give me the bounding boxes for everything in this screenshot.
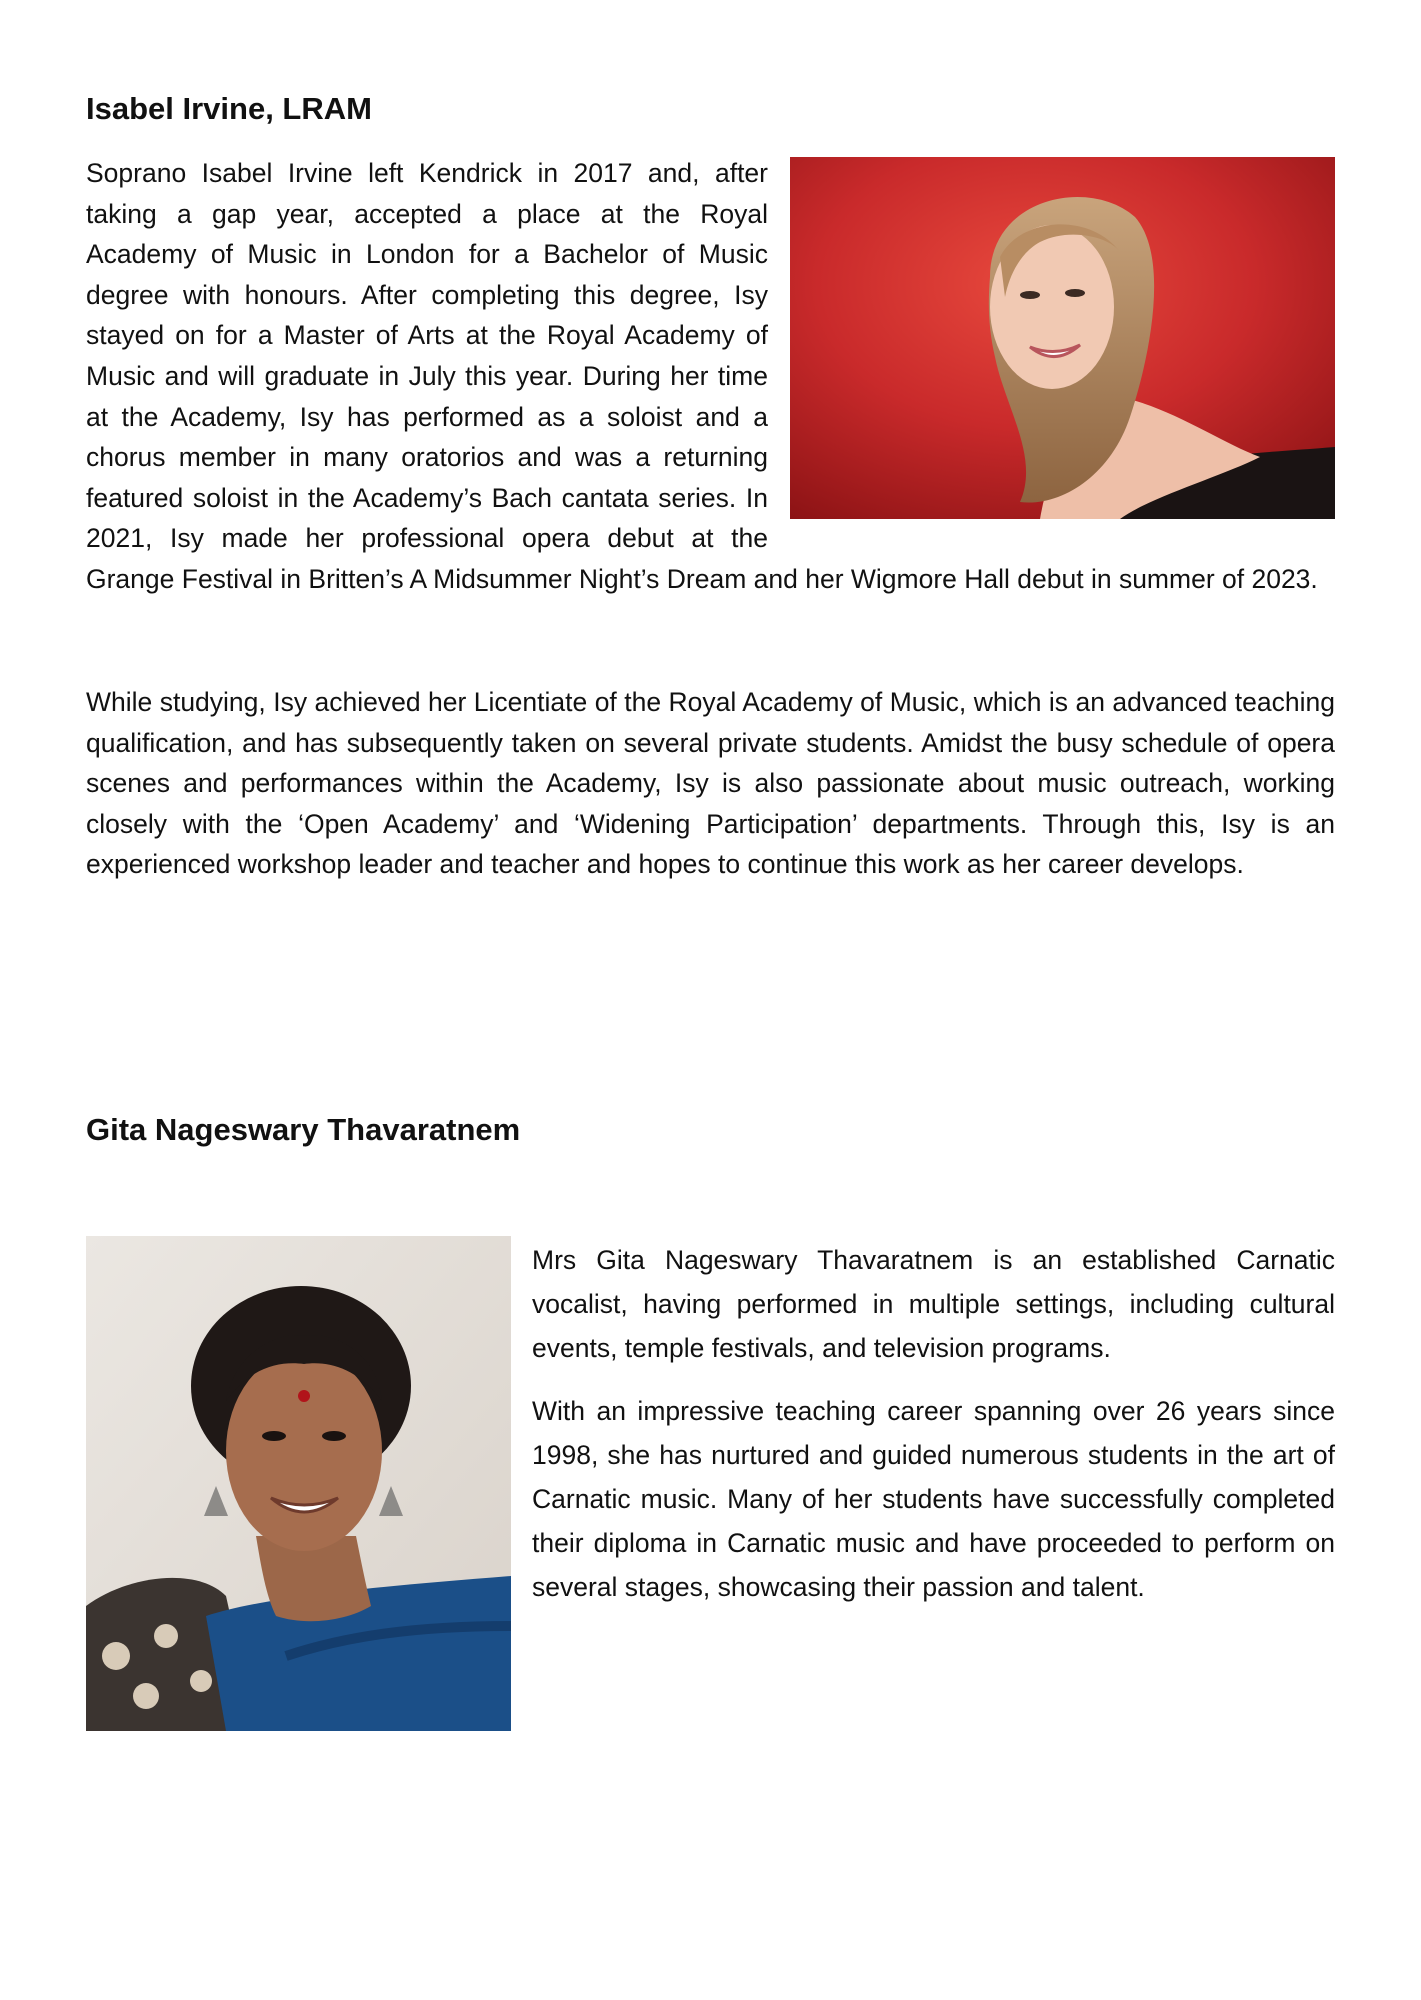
section-heading-isabel: Isabel Irvine, LRAM — [86, 91, 372, 126]
portrait-photo-icon — [86, 1236, 511, 1731]
bio-gita-text-column — [532, 1238, 1335, 1609]
portrait-gita-drawing — [86, 1236, 511, 1731]
bio-isabel-paragraph-1: Soprano Isabel Irvine left Kendrick in 2017 and, after taking a gap year, accepted a place at the Royal Academy of Music in London for a Bachelor of Music degree with honours. After completing this degree, Isy stayed on for a Master of Arts at the Royal Academy of Music and will graduate in July this year. During her time at the Academy, Isy has performed as a soloist and a chorus member in many oratorios and was a returning featured soloist in the Academy’s Bach cantata series. In 2021, Isy made her professional opera debut at the Grange Festival in Britten’s A Midsummer Night’s Dream and her Wigmore Hall debut in summer of 2023. — [86, 158, 1318, 594]
portrait-photo-icon — [790, 157, 1335, 519]
bio-isabel-paragraph-2-block — [86, 682, 1335, 885]
bio-isabel-paragraph-2: While studying, Isy achieved her Licentiate of the Royal Academy of Music, which is an advanced teaching qualification, and has subsequently taken on several private students. Amidst the busy schedule of opera scenes and performances within the Academy, Isy is also passionate about music outreach, working closely with the ‘Open Academy’ and ‘Widening Participation’ departments. Through this, Isy is an experienced workshop leader and teacher and hopes to continue this work as her career develops. — [86, 687, 1335, 880]
portrait-isabel-drawing — [790, 157, 1335, 519]
bio-isabel-paragraph-block — [86, 153, 1335, 600]
bio-gita-paragraph-1: Mrs Gita Nageswary Thavaratnem is an established Carnatic vocalist, having performed in multiple settings, including cultural events, temple festivals, and television programs. — [532, 1245, 1335, 1363]
section-heading-gita: Gita Nageswary Thavaratnem — [86, 1112, 521, 1147]
bio-gita-paragraph-2: With an impressive teaching career spanning over 26 years since 1998, she has nurtured and guided numerous students in the art of Carnatic music. Many of her students have successfully completed their diploma in Carnatic music and have proceeded to perform on several stages, showcasing their passion and talent. — [532, 1396, 1335, 1602]
